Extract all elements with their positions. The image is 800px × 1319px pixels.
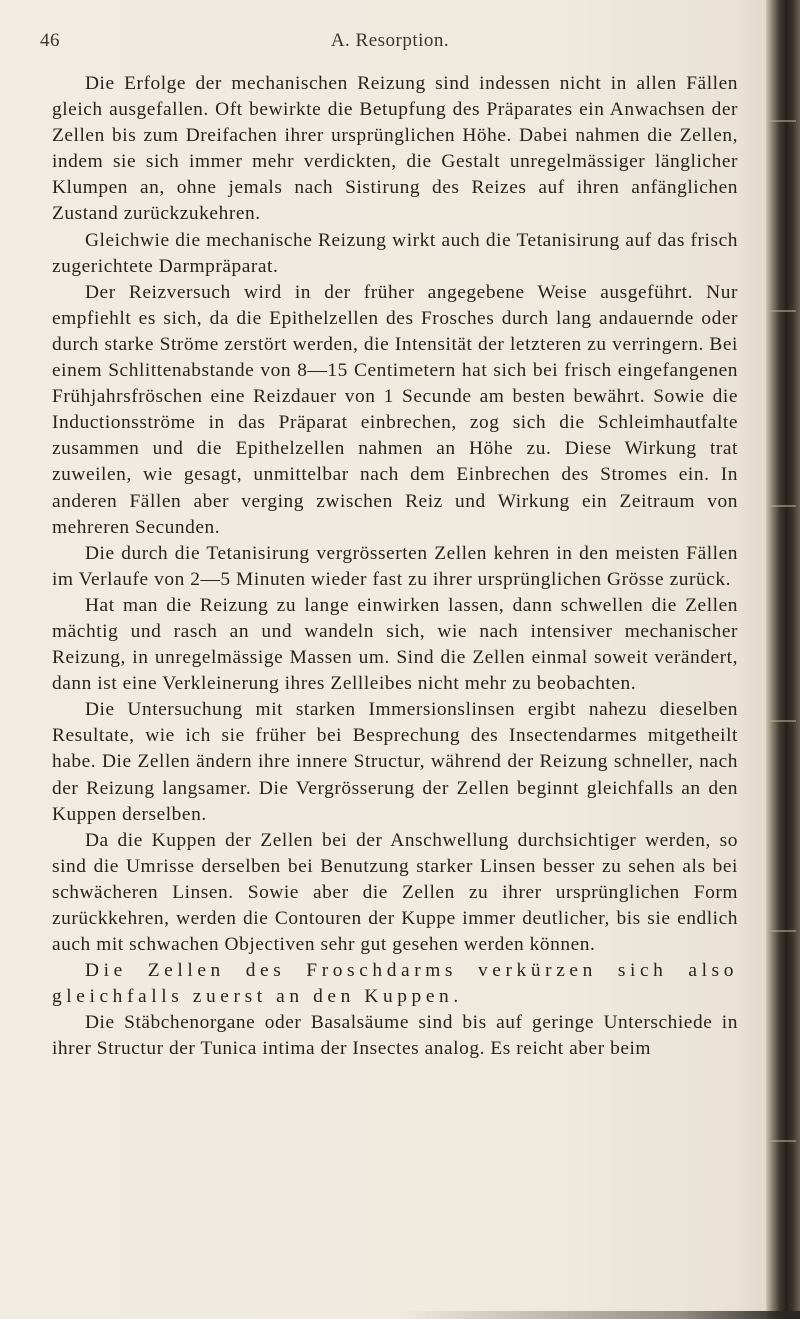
running-title: A. Resorption.	[330, 30, 450, 51]
paragraph: Hat man die Reizung zu lange einwirken lassen, dann schwellen die Zellen mächtig und rasch an und wandeln sich, wie nach intensiver mechanischer Reizung, in unregelmässige Massen um. Sind die Zellen einmal soweit verändert, dann ist eine Verkleinerung ihres Zellleibes nicht mehr zu beobachten.	[52, 594, 738, 695]
page-header	[40, 24, 740, 54]
paragraph: Die durch die Tetanisirung vergrösserten Zellen kehren in den meisten Fällen im Verlaufe von 2—5 Minuten wieder fast zu ihrer ursprünglichen Grösse zurück.	[52, 542, 738, 590]
binding-streak	[770, 930, 796, 932]
book-binding-edge	[766, 0, 800, 1319]
page-bottom-shadow	[400, 1311, 800, 1319]
paragraph: Gleichwie die mechanische Reizung wirkt auch die Tetanisirung auf das frisch zugerichtete Darmpräparat.	[52, 229, 738, 277]
page-number: 46	[40, 30, 60, 51]
paragraph: Der Reizversuch wird in der früher angegebene Weise ausgeführt. Nur empfiehlt es sich, da die Epithelzellen des Frosches durch lang andauernde oder durch starke Ströme zerstört werden, die Intensität der letzteren zu verringern. Bei einem Schlittenabstande von 8—15 Centimetern hat sich bei frisch eingefangenen Frühjahrsfröschen eine Reizdauer von 1 Secunde am besten bewährt. Sowie die Inductionsströme in das Präparat einbrechen, zog sich die Schleimhautfalte zusammen und die Epithelzellen nahmen an Höhe zu. Diese Wirkung trat zuweilen, wie gesagt, unmittelbar nach dem Einbrechen des Stromes ein. In anderen Fällen aber verging zwischen Reiz und Wirkung ein Zeitraum von mehreren Secunden.	[52, 281, 738, 538]
paragraph: Die Untersuchung mit starken Immersionslinsen ergibt nahezu dieselben Resultate, wie ich sie früher bei Besprechung des Insectendarmes mitgetheilt habe. Die Zellen ändern ihre innere Structur, während der Reizung schneller, nach der Reizung langsamer. Die Vergrösserung der Zellen beginnt gleichfalls an den Kuppen derselben.	[52, 699, 738, 825]
paragraph: Die Erfolge der mechanischen Reizung sind indessen nicht in allen Fällen gleich ausgefallen. Oft bewirkte die Betupfung des Präparates ein Anwachsen der Zellen bis zum Dreifachen ihrer ursprünglichen Höhe. Dabei nahmen die Zellen, indem sie sich immer mehr verdickten, die Gestalt unregelmässiger länglicher Klumpen an, ohne jemals nach Sistirung des Reizes auf ihren anfänglichen Zustand zurückzukehren.	[52, 73, 738, 225]
paragraph: Die Stäbchenorgane oder Basalsäume sind bis auf geringe Unterschiede in ihrer Structur der Tunica intima der Insectes analog. Es reicht aber beim	[52, 1012, 738, 1060]
binding-streak	[770, 310, 796, 312]
binding-streak	[770, 120, 796, 122]
emphasized-paragraph: Die Zellen des Froschdarms verkürzen sich also gleichfalls zuerst an den Kuppen.	[52, 960, 738, 1008]
paragraph: Da die Kuppen der Zellen bei der Anschwellung durchsichtiger werden, so sind die Umrisse derselben bei Benutzung starker Linsen besser zu sehen als bei schwächeren Linsen. Sowie aber die Zellen zu ihrer ursprünglichen Form zurückkehren, werden die Contouren der Kuppe immer deutlicher, bis sie endlich auch mit schwachen Objectiven sehr gut gesehen werden können.	[52, 829, 738, 956]
binding-streak	[770, 505, 796, 507]
binding-streak	[770, 1140, 796, 1142]
body-text	[52, 71, 738, 1063]
binding-streak	[770, 720, 796, 722]
